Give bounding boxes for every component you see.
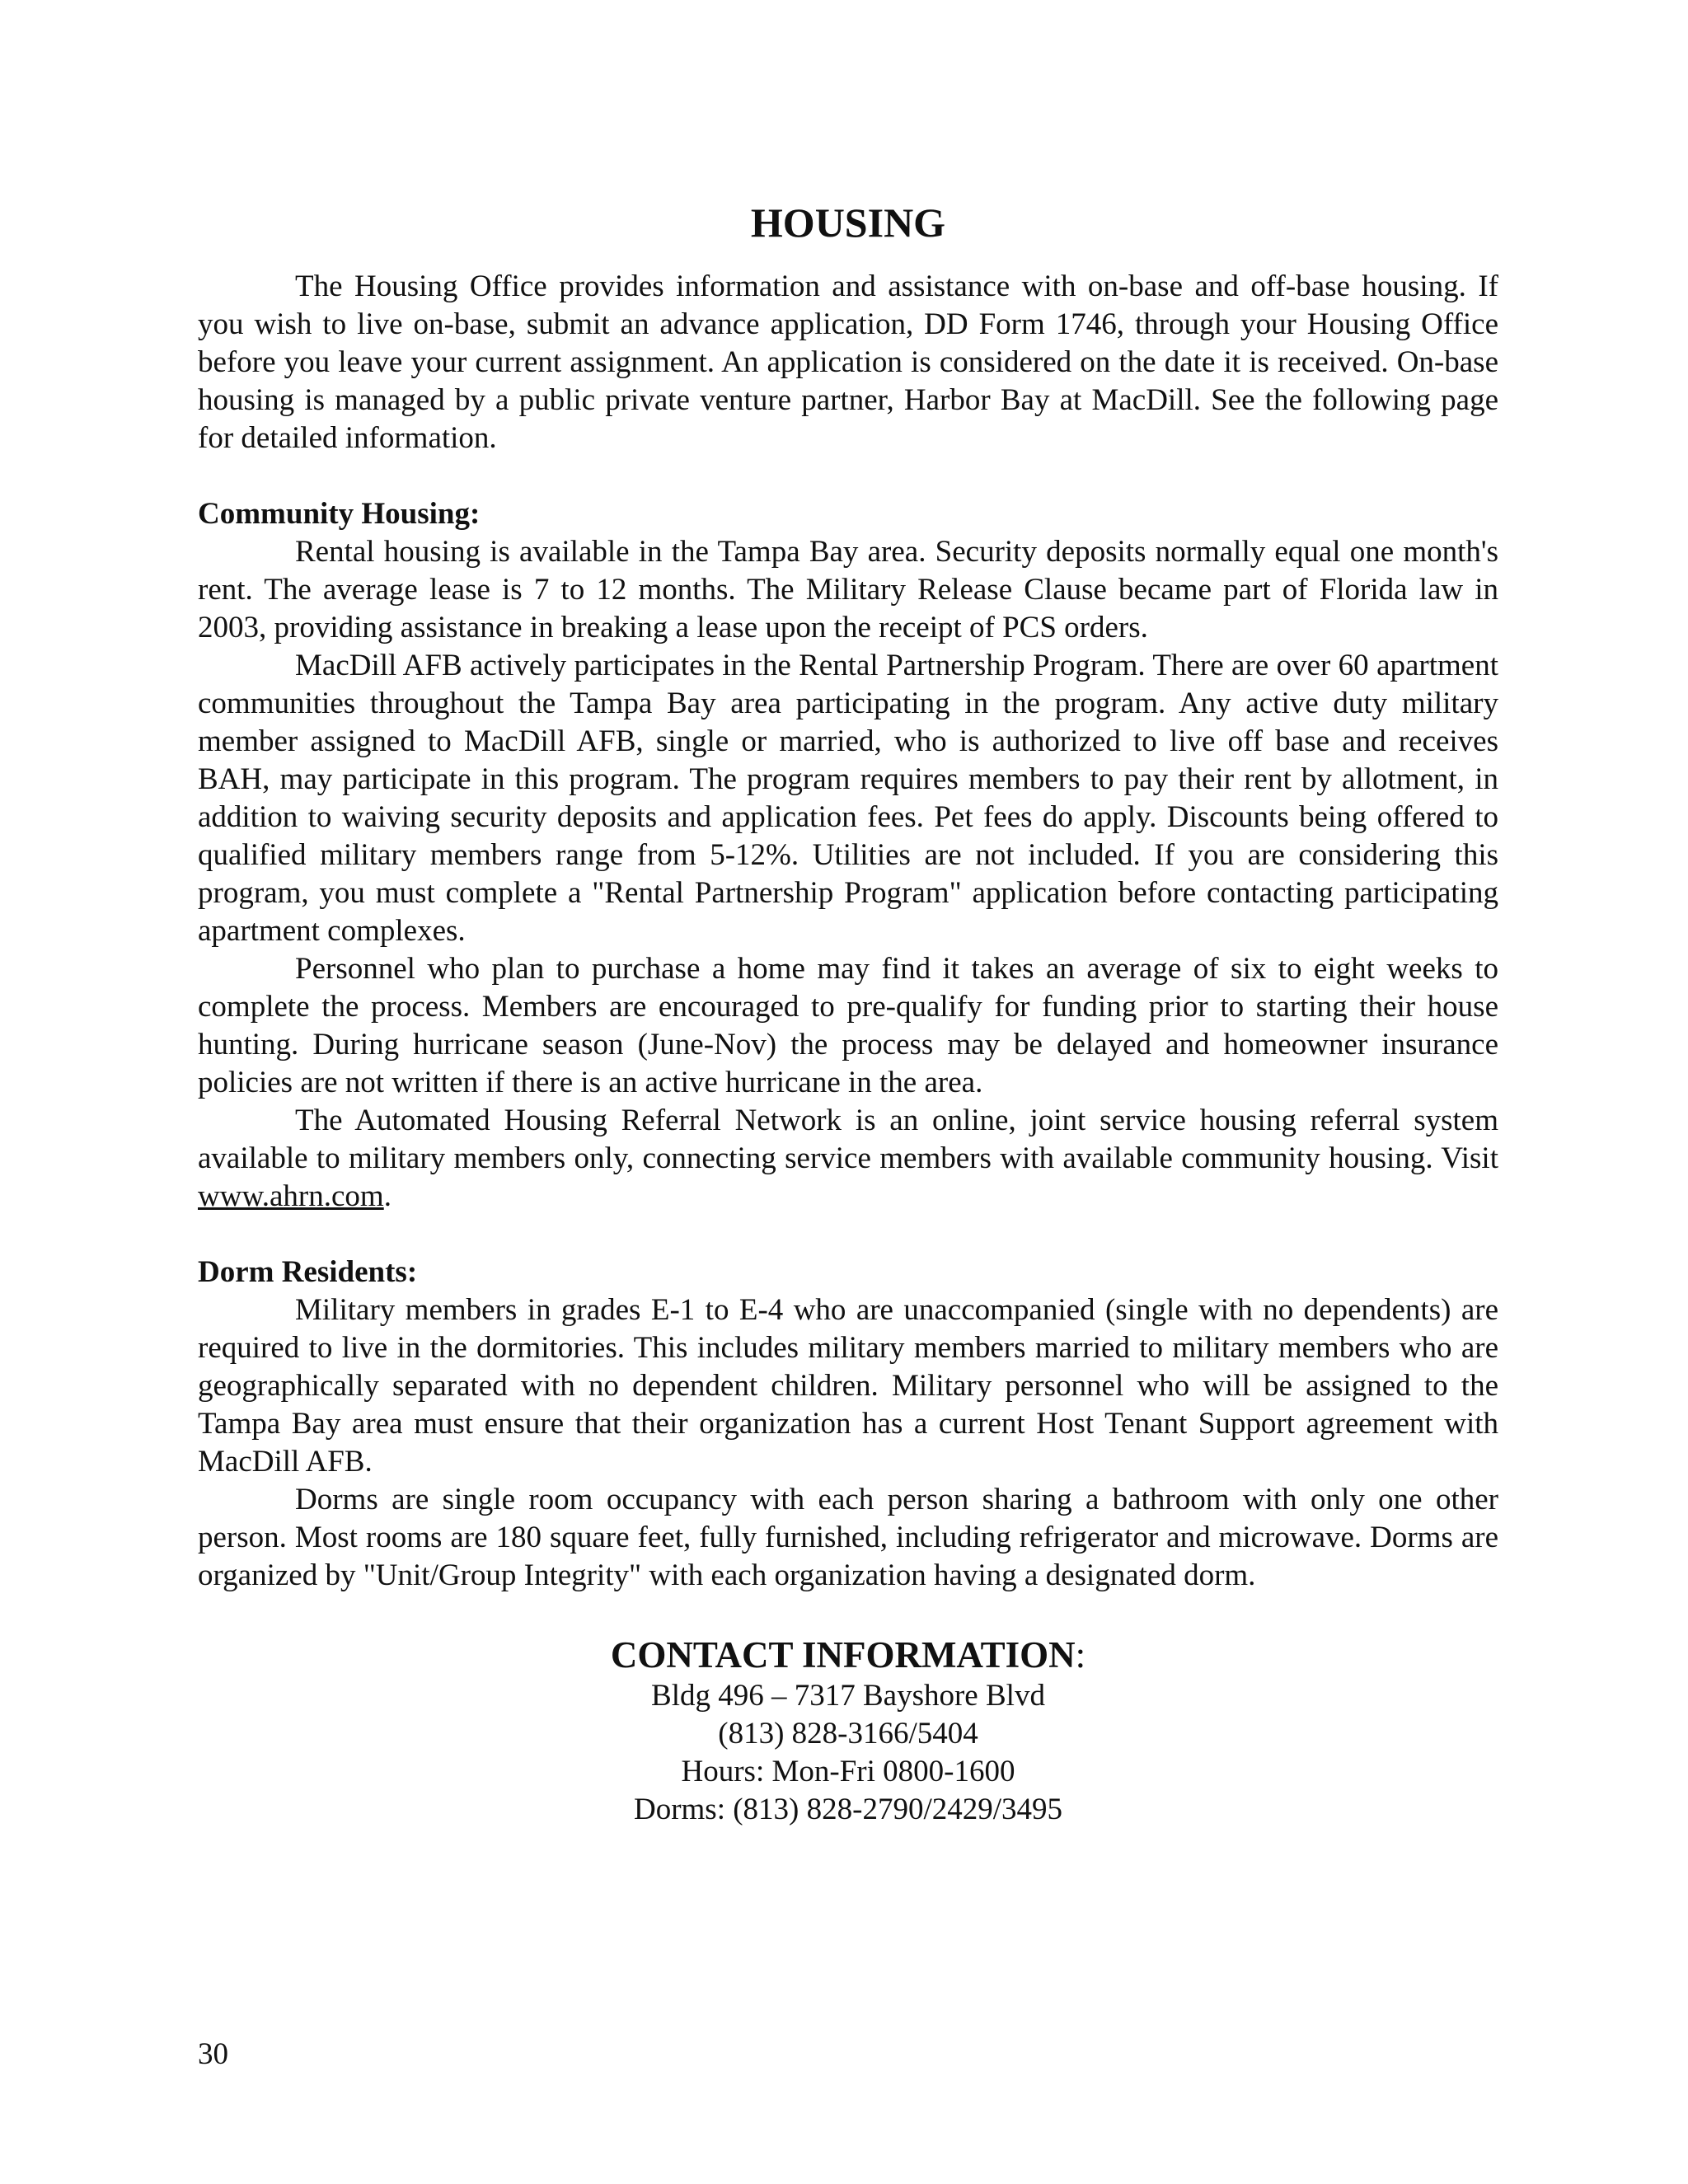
community-paragraph-rental: Rental housing is available in the Tampa Bay area. Security deposits normally equal one month's rent. The average lease is 7 to 12 months. The Military Release Clause became part of Florida law in 2003, providing assistance in breaking a lease upon the receipt of PCS orders.: [198, 535, 1498, 644]
ahrn-link[interactable]: www.ahrn.com: [198, 1179, 384, 1213]
contact-hours: Hours: Mon-Fri 0800-1600: [681, 1755, 1015, 1788]
contact-heading-text: CONTACT INFORMATION: [610, 1634, 1076, 1675]
ahrn-text: The Automated Housing Referral Network is an online, joint service housing referral system available to military members only, connecting service members with available community housing. Visit: [198, 1104, 1498, 1175]
dorm-paragraph-eligibility: Military members in grades E-1 to E-4 who are unaccompanied (single with no dependents) are required to live in the dormitories. This includes military members married to military members who are geographically separated with no dependent children. Military personnel who will be assigned to the Tampa Bay area must ensure that their organization has a current Host Tenant Support agreement with MacDill AFB.: [198, 1293, 1498, 1479]
page-number: 30: [198, 2037, 228, 2071]
contact-heading: [198, 1633, 1498, 1677]
community-housing-heading: Community Housing:: [198, 497, 481, 531]
community-paragraph-partnership: MacDill AFB actively participates in the Rental Partnership Program. There are over 60 apartment communities throughout the Tampa Bay area participating in the program. Any active duty military member assigned to MacDill AFB, single or married, who is authorized to live off base and receives BAH, may participate in this program. The program requires members to pay their rent by allotment, in addition to waiving security deposits and application fees. Pet fees do apply. Discounts being offered to qualified military members range from 5-12%. Utilities are not included. If you are considering this program, you must complete a "Rental Partnership Program" application before contacting participating apartment complexes.: [198, 649, 1498, 948]
contact-address: Bldg 496 – 7317 Bayshore Blvd: [651, 1679, 1045, 1713]
contact-phone: (813) 828-3166/5404: [718, 1717, 978, 1750]
contact-heading-colon: :: [1075, 1634, 1086, 1675]
contact-information: [198, 1633, 1498, 1829]
document-page: [198, 194, 1498, 1829]
community-paragraph-purchase: Personnel who plan to purchase a home may find it takes an average of six to eight weeks to complete the process. Members are encouraged to pre-qualify for funding prior to starting their house hunting. During hurricane season (June-Nov) the process may be delayed and homeowner insurance policies are not written if there is an active hurricane in the area.: [198, 952, 1498, 1099]
page-title: HOUSING: [750, 199, 946, 246]
community-paragraph-ahrn: [198, 1102, 1498, 1216]
ahrn-end: .: [383, 1179, 392, 1213]
contact-dorms-phone: Dorms: (813) 828-2790/2429/3495: [633, 1793, 1063, 1826]
dorm-residents-heading: Dorm Residents:: [198, 1255, 418, 1289]
intro-paragraph: The Housing Office provides information and assistance with on-base and off-base housing. If you wish to live on-base, submit an advance application, DD Form 1746, through your Housing Office before you leave your current assignment. An application is considered on the date it is received. On-base housing is managed by a public private venture partner, Harbor Bay at MacDill. See the following page for detailed information.: [198, 269, 1498, 455]
dorm-paragraph-rooms: Dorms are single room occupancy with each person sharing a bathroom with only one other person. Most rooms are 180 square feet, fully furnished, including refrigerator and microwave. Dorms are organized by "Unit/Group Integrity" with each organization having a designated dorm.: [198, 1483, 1498, 1592]
